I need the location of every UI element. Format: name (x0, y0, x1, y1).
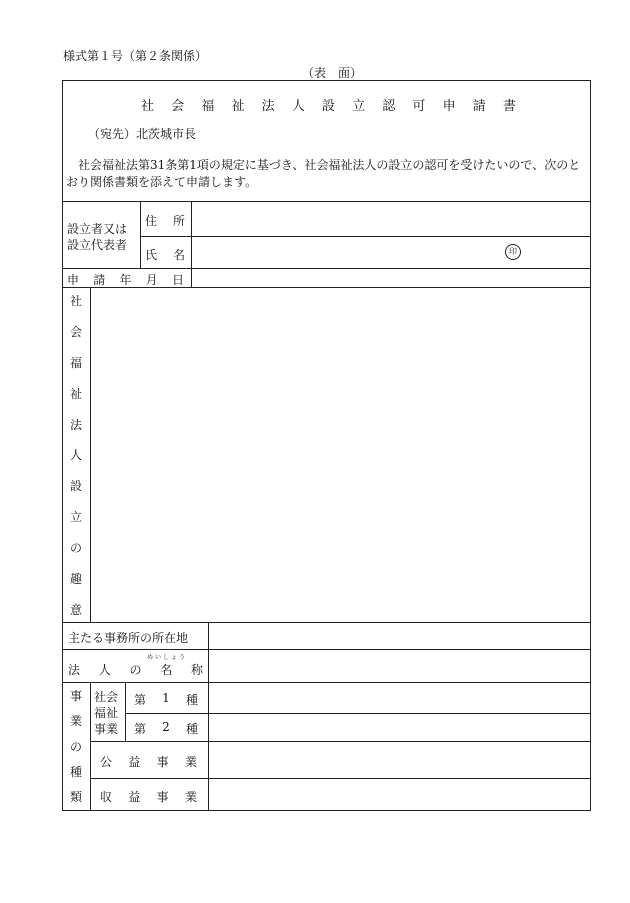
body-text-line2: おり関係書類を添えて申請します。 (66, 175, 258, 189)
type2-label: 第 2 種 (134, 720, 198, 736)
social-welfare-business-label: 社会 福祉 事業 (94, 690, 119, 736)
corp-name-furigana: めいしょう (147, 654, 188, 661)
title-char: 設 (321, 99, 335, 114)
title-char: 福 (201, 99, 215, 114)
applicant-label-line1: 設立者又は (67, 222, 128, 236)
corp-name-field[interactable] (209, 650, 590, 682)
type2-field[interactable] (209, 714, 590, 741)
side-label: （表 面） (302, 66, 363, 80)
title-char: 社 (141, 99, 155, 114)
form-number: 様式第１号（第２条関係） (63, 49, 208, 63)
business-type-label: 事 業 の 種 類 (69, 689, 82, 804)
name-field[interactable] (192, 237, 590, 268)
title-char: 書 (502, 99, 516, 114)
title-char: 祉 (231, 99, 245, 114)
public-interest-business-label: 公 益 事 業 (100, 755, 197, 769)
title-char: 法 (261, 99, 275, 114)
address-field[interactable] (192, 202, 590, 236)
profit-business-label: 収 益 事 業 (100, 790, 197, 804)
rule (125, 682, 126, 741)
application-date-label: 申 請 年 月 日 (67, 273, 184, 287)
application-date-field[interactable] (192, 269, 590, 287)
title-char: 人 (291, 99, 305, 114)
profit-business-field[interactable] (209, 779, 590, 810)
title-char: 認 (382, 99, 396, 114)
public-interest-field[interactable] (209, 742, 590, 778)
type1-label: 第 1 種 (134, 691, 198, 707)
type1-field[interactable] (209, 683, 590, 713)
purpose-field[interactable] (91, 288, 590, 622)
body-text-line1: 社会福祉法第31条第1項の規定に基づき、社会福祉法人の設立の認可を受けたいので、次のと (78, 158, 581, 172)
title-char: 立 (352, 99, 366, 114)
applicant-label-line2: 設立代表者 (67, 238, 128, 252)
name-label: 氏 名 (145, 248, 185, 262)
title-char: 会 (171, 99, 185, 114)
main-office-field[interactable] (209, 623, 590, 649)
title-char: 請 (472, 99, 486, 114)
rule (90, 682, 91, 811)
title-char: 申 (442, 99, 456, 114)
corp-name-label: 法 人 の 名 称 (68, 663, 203, 677)
main-office-label: 主たる事務所の所在地 (68, 631, 189, 645)
title-char: 可 (412, 99, 426, 114)
address-label: 住 所 (145, 214, 185, 228)
purpose-label: 社 会 福 祉 法 人 設 立 の 趣 意 (69, 294, 82, 617)
addressee: （宛先）北茨城市長 (88, 127, 197, 141)
form-title (141, 95, 516, 114)
rule (140, 201, 141, 268)
seal-mark: 印 (505, 244, 521, 260)
